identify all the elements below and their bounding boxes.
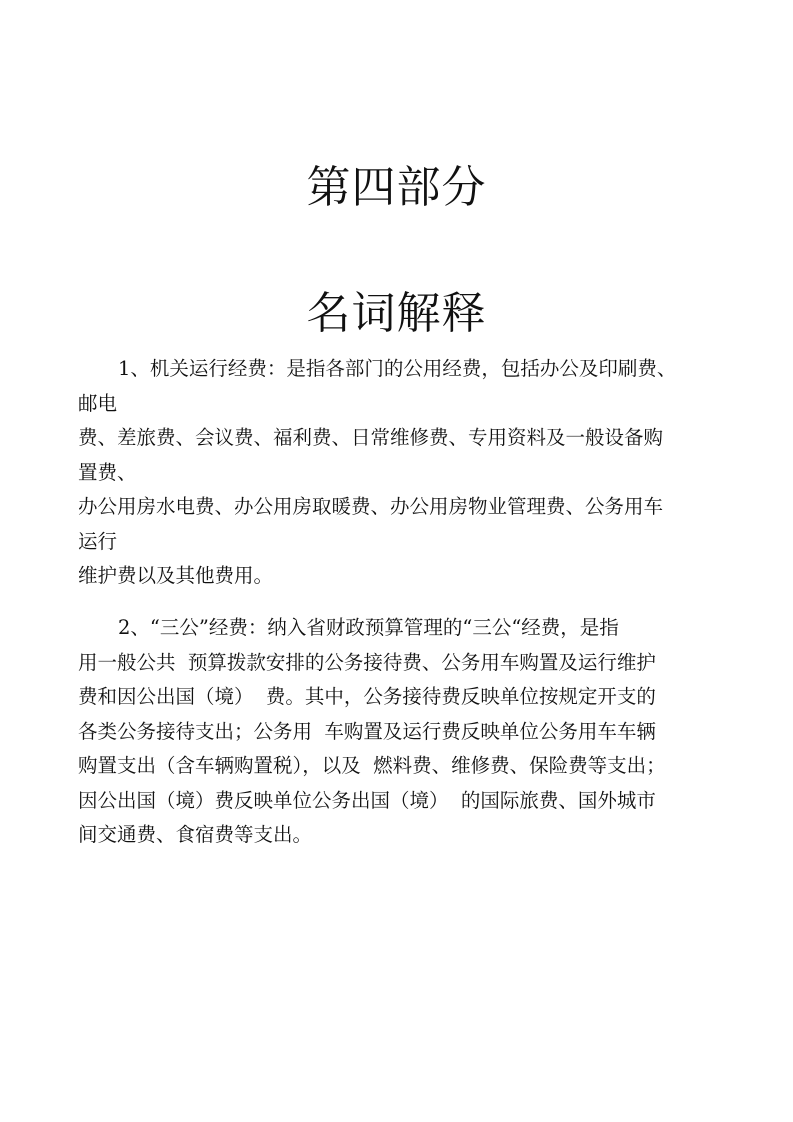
paragraph-line: 邮电 bbox=[78, 391, 118, 415]
paragraph-line: 1、机关运行经费：是指各部门的公用经费，包括办公及印刷费、 bbox=[118, 357, 677, 380]
paragraph-admin-operating-expenses bbox=[78, 352, 718, 594]
paragraph-line: 各类公务接待支出；公务用 车购置及运行费反映单位公务用车车辆 bbox=[78, 719, 656, 743]
paragraph-line: 2、“三公”经费：纳入省财政预算管理的“三公“经费，是指 bbox=[118, 616, 619, 639]
paragraph-three-public-expenses bbox=[78, 611, 718, 853]
part-title: 第四部分 bbox=[306, 162, 487, 213]
paragraph-line: 购置支出（含车辆购置税），以及 燃料费、维修费、保险费等支出； bbox=[78, 754, 666, 777]
section-title: 名词解释 bbox=[306, 288, 487, 339]
paragraph-line: 维护费以及其他费用。 bbox=[78, 564, 274, 587]
paragraph-line: 用一般公共 预算拨款安排的公务接待费、公务用车购置及运行维护 bbox=[78, 650, 656, 674]
paragraph-line: 因公出国（境）费反映单位公务出国（境） 的国际旅费、国外城市 bbox=[78, 788, 656, 812]
paragraph-line: 运行 bbox=[78, 529, 118, 553]
paragraph-line: 办公用房水电费、办公用房取暖费、办公用房物业管理费、公务用车 bbox=[78, 495, 664, 518]
paragraph-line: 费、差旅费、会议费、福利费、日常维修费、专用资料及一般设备购 bbox=[78, 426, 664, 449]
paragraph-line: 间交通费、食宿费等支出。 bbox=[78, 823, 313, 846]
paragraph-line: 费和因公出国（境） 费。其中，公务接待费反映单位按规定开支的 bbox=[78, 685, 656, 708]
paragraph-line: 置费、 bbox=[78, 460, 137, 484]
